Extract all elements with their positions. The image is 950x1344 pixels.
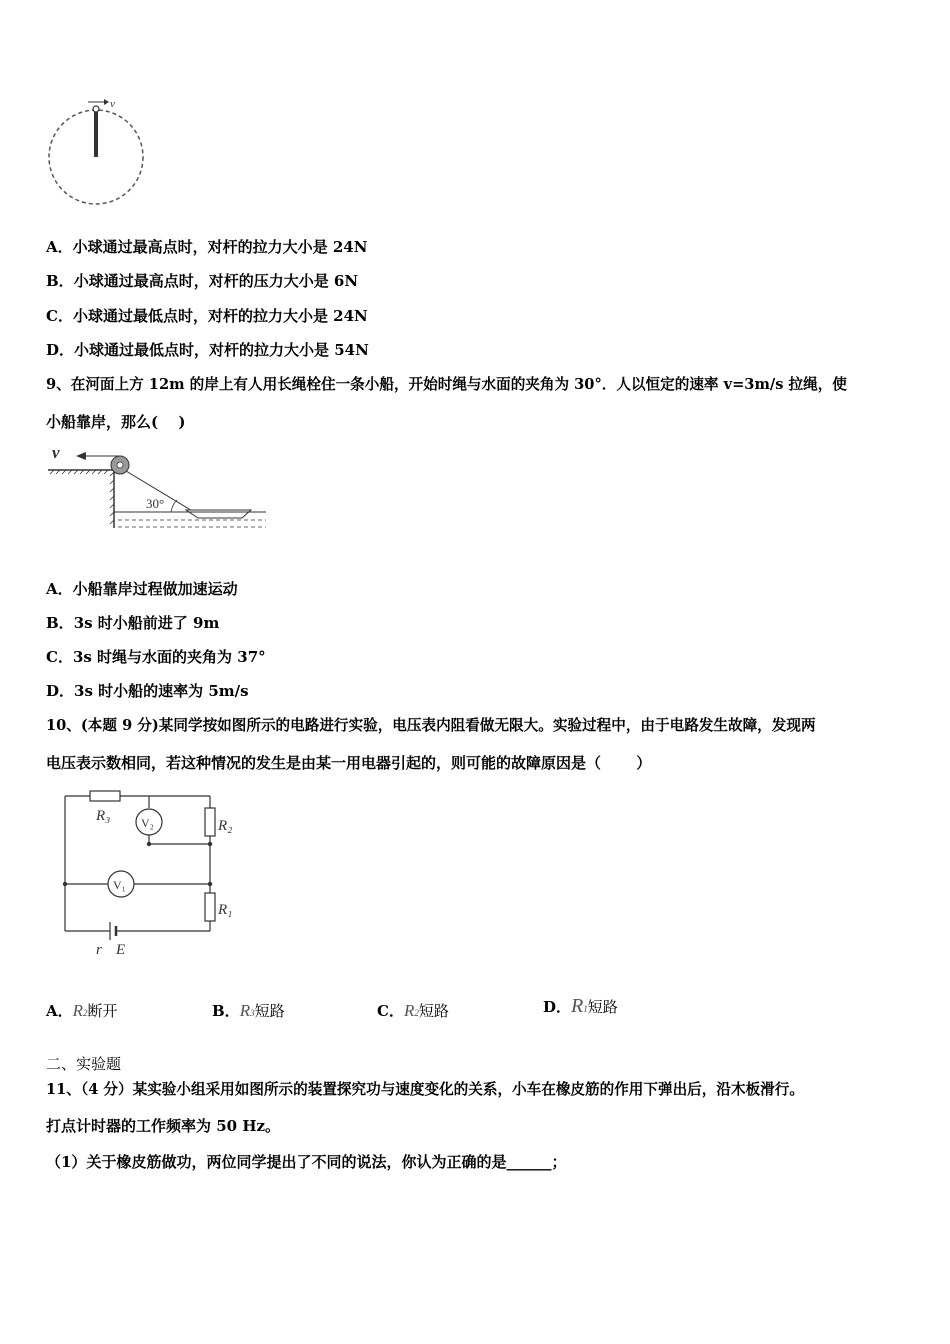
q10-stem-line2: 电压表示数相同，若这种情况的发生是由某一用电器引起的，则可能的故障原因是（ ） [46, 754, 652, 772]
q10-option-c: C．R2短路 [377, 1001, 449, 1020]
velocity-label: v [110, 98, 115, 110]
q8-option-a: A．小球通过最高点时，对杆的拉力大小是 24N [46, 238, 368, 256]
section-title: 二、实验题 [46, 1055, 122, 1073]
q11-question-1: （1）关于橡皮筋做功，两位同学提出了不同的说法，你认为正确的是______； [46, 1153, 567, 1171]
q9-stem-line1: 9、在河面上方 12m 的岸上有人用长绳栓住一条小船，开始时绳与水面的夹角为 30°．人以恒定的速率 v=3m/s 拉绳，使 [46, 376, 847, 393]
q11-stem-line2: 打点计时器的工作频率为 50 Hz。 [46, 1117, 281, 1135]
q8-option-d: D．小球通过最低点时，对杆的拉力大小是 54N [46, 341, 369, 359]
label-r2: R₂ [218, 818, 233, 834]
label-r3: R₃ [96, 808, 111, 824]
q11-stem-line1: 11、（4 分）某实验小组采用如图所示的装置探究功与速度变化的关系，小车在橡皮筋的作用下弹出后，沿木板滑行。 [46, 1081, 804, 1098]
boat-rope-diagram [46, 440, 276, 540]
q10-option-d: D．R1短路 [543, 995, 618, 1017]
label-r1: R₁ [218, 902, 233, 918]
label-e: E [116, 942, 126, 958]
q9-option-d: D．3s 时小船的速率为 5m/s [46, 682, 249, 700]
q9-velocity-label: v [52, 443, 60, 462]
circular-motion-diagram [40, 95, 150, 215]
boat [186, 510, 251, 518]
q9-angle-label: 30° [146, 496, 165, 511]
label-v1: V₁ [113, 878, 126, 892]
circuit-diagram [60, 788, 260, 968]
q9-stem-line2: 小船靠岸，那么( ) [46, 413, 186, 431]
velocity-arrow-icon [76, 452, 86, 460]
q9-option-c: C．3s 时绳与水面的夹角为 37° [46, 648, 266, 666]
label-v2: V₂ [141, 816, 154, 830]
q10-option-a: A．R2断开 [46, 1001, 118, 1020]
q9-option-b: B．3s 时小船前进了 9m [46, 614, 220, 632]
label-r: r [96, 942, 102, 958]
ball [93, 106, 99, 112]
q10-option-b: B．R3短路 [212, 1001, 285, 1020]
q8-option-c: C．小球通过最低点时，对杆的拉力大小是 24N [46, 307, 368, 325]
rod [94, 109, 98, 157]
q10-stem-line1: 10、(本题 9 分)某同学按如图所示的电路进行实验，电压表内阻看做无限大。实验过程中，由于电路发生故障，发现两 [46, 717, 816, 734]
q8-option-b: B．小球通过最高点时，对杆的压力大小是 6N [46, 272, 359, 290]
resistor-r2 [205, 808, 215, 836]
q9-option-a: A．小船靠岸过程做加速运动 [46, 580, 238, 598]
resistor-r3 [90, 791, 120, 801]
resistor-r1 [205, 893, 215, 921]
